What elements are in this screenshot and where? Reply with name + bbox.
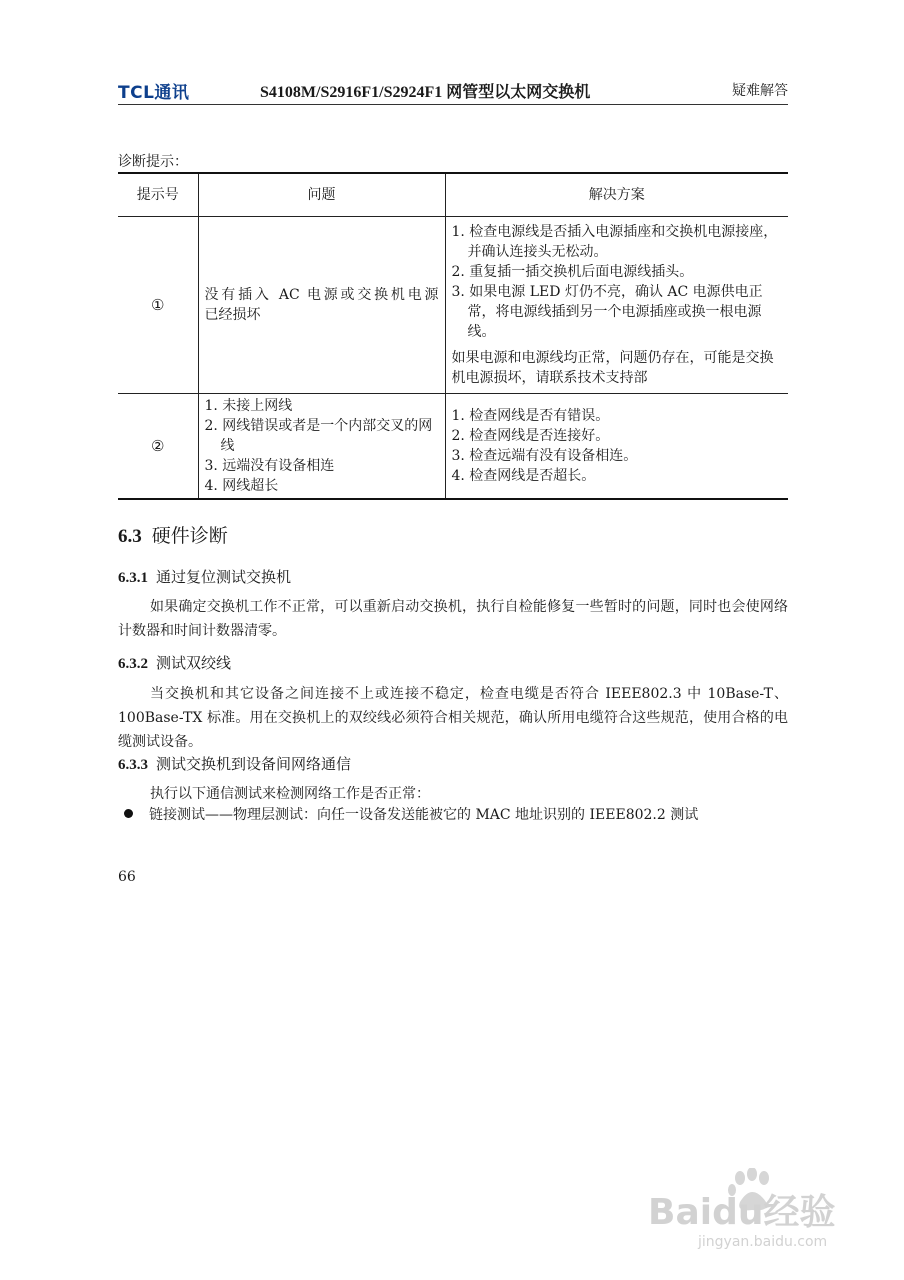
paragraph: 当交换机和其它设备之间连接不上或连接不稳定，检查电缆是否符合 IEEE802.3 中 10Base-T、100Base-TX 标准。用在交换机上的双绞线必须符合相关规范，确认所用电缆符合这些规范，使用合格的电缆测试设备。 [118, 686, 788, 750]
problem-line: 没有插入 AC 电源或交换机电源 [204, 287, 439, 303]
subsection-title: 通过复位测试交换机 [156, 568, 292, 586]
solution-item: 2. 重复插一插交换机后面电源线插头。 [451, 264, 694, 280]
section-title: 硬件诊断 [151, 525, 228, 547]
hint-number: ② [118, 394, 198, 500]
subsection-number: 6.3.2 [118, 656, 148, 672]
solution-item: 1. 检查网线是否有错误。 [451, 408, 610, 424]
table-header-row [118, 173, 788, 217]
column-header-problem: 问题 [198, 173, 445, 217]
bullet-text: 链接测试——物理层测试：向任一设备发送能被它的 MAC 地址识别的 IEEE802.2 测试 [149, 807, 699, 823]
problem-item: 3. 远端没有设备相连 [204, 458, 335, 474]
solution-item: 4. 检查网线是否超长。 [451, 468, 596, 484]
problem-item: 2. 网线错误或者是一个内部交叉的网线 [204, 418, 433, 454]
page-number: 66 [118, 869, 136, 885]
solution-item: 2. 检查网线是否连接好。 [451, 428, 610, 444]
subsection-heading [118, 753, 351, 774]
diagnosis-label: 诊断提示： [118, 154, 188, 170]
diagnosis-table [118, 172, 788, 500]
solution-item: 1. 检查电源线是否插入电源插座和交换机电源接座，并确认连接头无松动。 [451, 224, 778, 260]
paragraph: 如果确定交换机工作不正常，可以重新启动交换机，执行自检能修复一些暂时的问题，同时也会使网络计数器和时间计数器清零。 [118, 599, 788, 639]
column-header-num: 提示号 [118, 173, 198, 217]
watermark-brand: Baidu经验 [648, 1192, 836, 1233]
subsection-title: 测试交换机到设备间网络通信 [156, 755, 352, 773]
bullet-item [124, 804, 788, 824]
page-header [118, 76, 788, 105]
tcl-logo: TCL通讯 [118, 83, 190, 103]
paragraph: 执行以下通信测试来检测网络工作是否正常： [150, 786, 430, 802]
problem-cell [198, 394, 445, 500]
subsection-heading [118, 566, 291, 587]
subsection-number: 6.3.1 [118, 570, 148, 586]
solution-note: 如果电源和电源线均正常，问题仍存在，可能是交换机电源损坏，请联系技术支持部 [451, 350, 774, 386]
subsection-heading [118, 652, 231, 673]
column-header-solution: 解决方案 [445, 173, 788, 217]
problem-line: 已经损坏 [204, 307, 261, 323]
section-number: 6.3 [118, 526, 142, 547]
watermark-url: jingyan.baidu.com [698, 1234, 828, 1250]
bullet-icon [124, 809, 133, 818]
subsection-title: 测试双绞线 [156, 654, 232, 672]
subsection-number: 6.3.3 [118, 757, 148, 773]
problem-item: 4. 网线超长 [204, 478, 279, 494]
paw-icon [648, 1168, 858, 1250]
problem-item: 1. 未接上网线 [204, 398, 293, 414]
solution-cell [445, 217, 788, 394]
solution-item: 3. 如果电源 LED 灯仍不亮，确认 AC 电源供电正常，将电源线插到另一个电源插座或换一根电源线。 [451, 284, 763, 340]
section-label: 疑难解答 [732, 83, 788, 99]
solution-item: 3. 检查远端有没有设备相连。 [451, 448, 638, 464]
solution-cell [445, 394, 788, 500]
baidu-jingyan-watermark [648, 1168, 858, 1250]
section-heading [118, 521, 228, 548]
hint-number: ① [118, 217, 198, 394]
table-row [118, 217, 788, 394]
document-title: S4108M/S2916F1/S2924F1 网管型以太网交换机 [260, 84, 591, 101]
problem-cell [198, 217, 445, 394]
table-row [118, 394, 788, 500]
